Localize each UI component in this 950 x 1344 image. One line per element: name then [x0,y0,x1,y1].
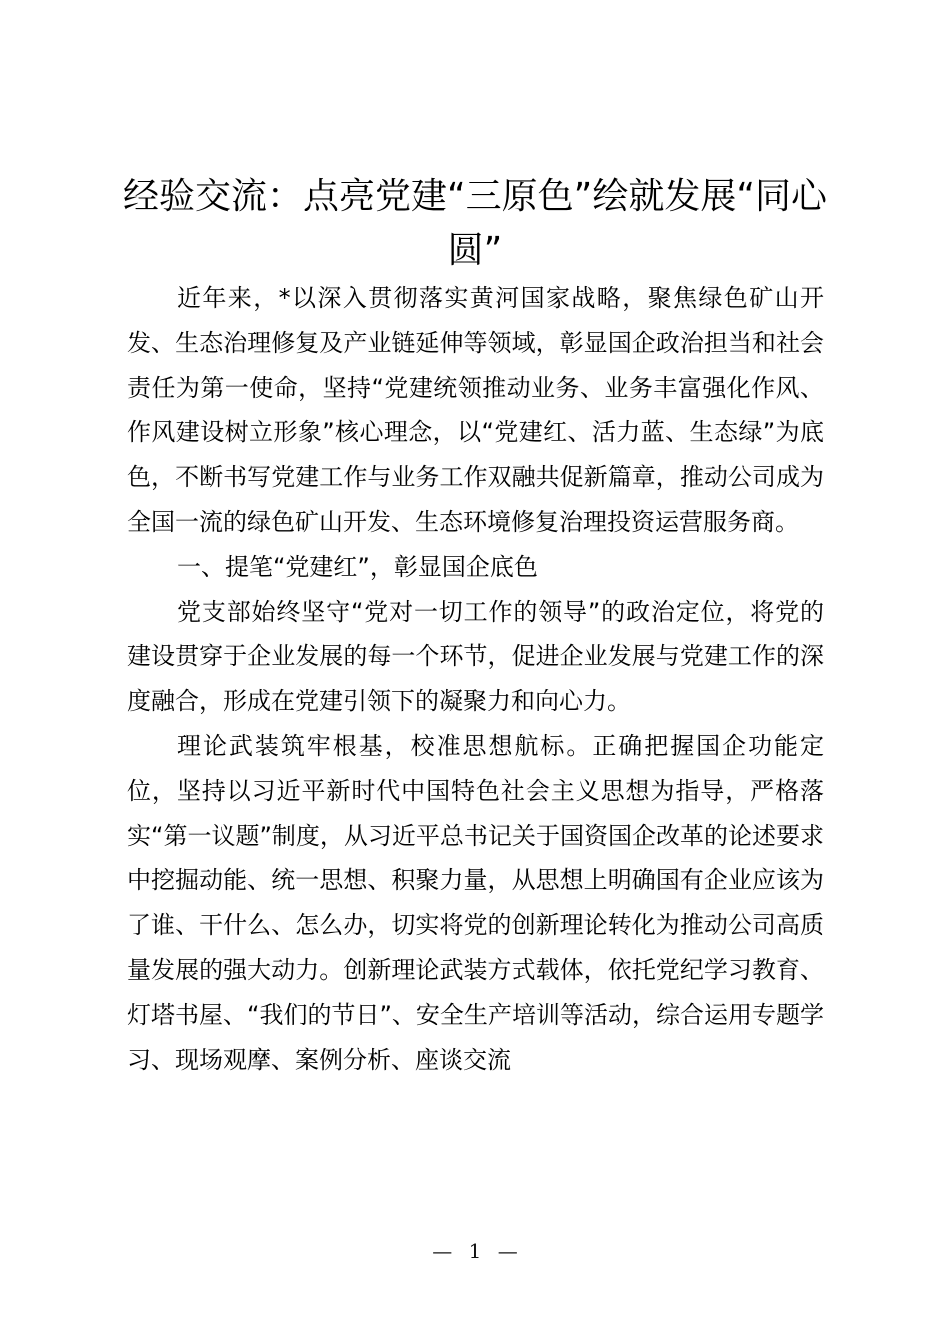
footer-dash-right: — [497,1239,518,1263]
body-paragraph: 理论武装筑牢根基，校准思想航标。正确把握国企功能定位，坚持以习近平新时代中国特色社会主义思想为指导，严格落实“第一议题”制度，从习近平总书记关于国资国企改革的论述要求中挖掘动能、统一思想、积聚力量，从思想上明确国有企业应该为了谁、干什么、怎么办，切实将党的创新理论转化为推动公司高质量发展的强大动力。创新理论武装方式载体，依托党纪学习教育、灯塔书屋、“我们的节日”、安全生产培训等活动，综合运用专题学习、现场观摩、案例分析、座谈交流 [127,731,824,1074]
page-number: 1 [468,1239,482,1263]
section-heading: 一、提笔“党建红”，彰显国企底色 [177,552,538,581]
document-title: 经验交流：点亮党建“三原色”绘就发展“同心圆” [123,176,827,271]
document-body [127,276,824,1082]
page-footer [0,1236,950,1266]
intro-paragraph: 近年来，*以深入贯彻落实黄河国家战略，聚焦绿色矿山开发、生态治理修复及产业链延伸等领域，彰显国企政治担当和社会责任为第一使命，坚持“党建统领推动业务、业务丰富强化作风、作风建设树立形象”核心理念，以“党建红、活力蓝、生态绿”为底色，不断书写党建工作与业务工作双融共促新篇章，推动公司成为全国一流的绿色矿山开发、生态环境修复治理投资运营服务商。 [127,284,824,536]
footer-dash-left: — [432,1239,453,1263]
body-paragraph: 党支部始终坚守“党对一切工作的领导”的政治定位，将党的建设贯穿于企业发展的每一个环节，促进企业发展与党建工作的深度融合，形成在党建引领下的凝聚力和向心力。 [127,597,824,716]
